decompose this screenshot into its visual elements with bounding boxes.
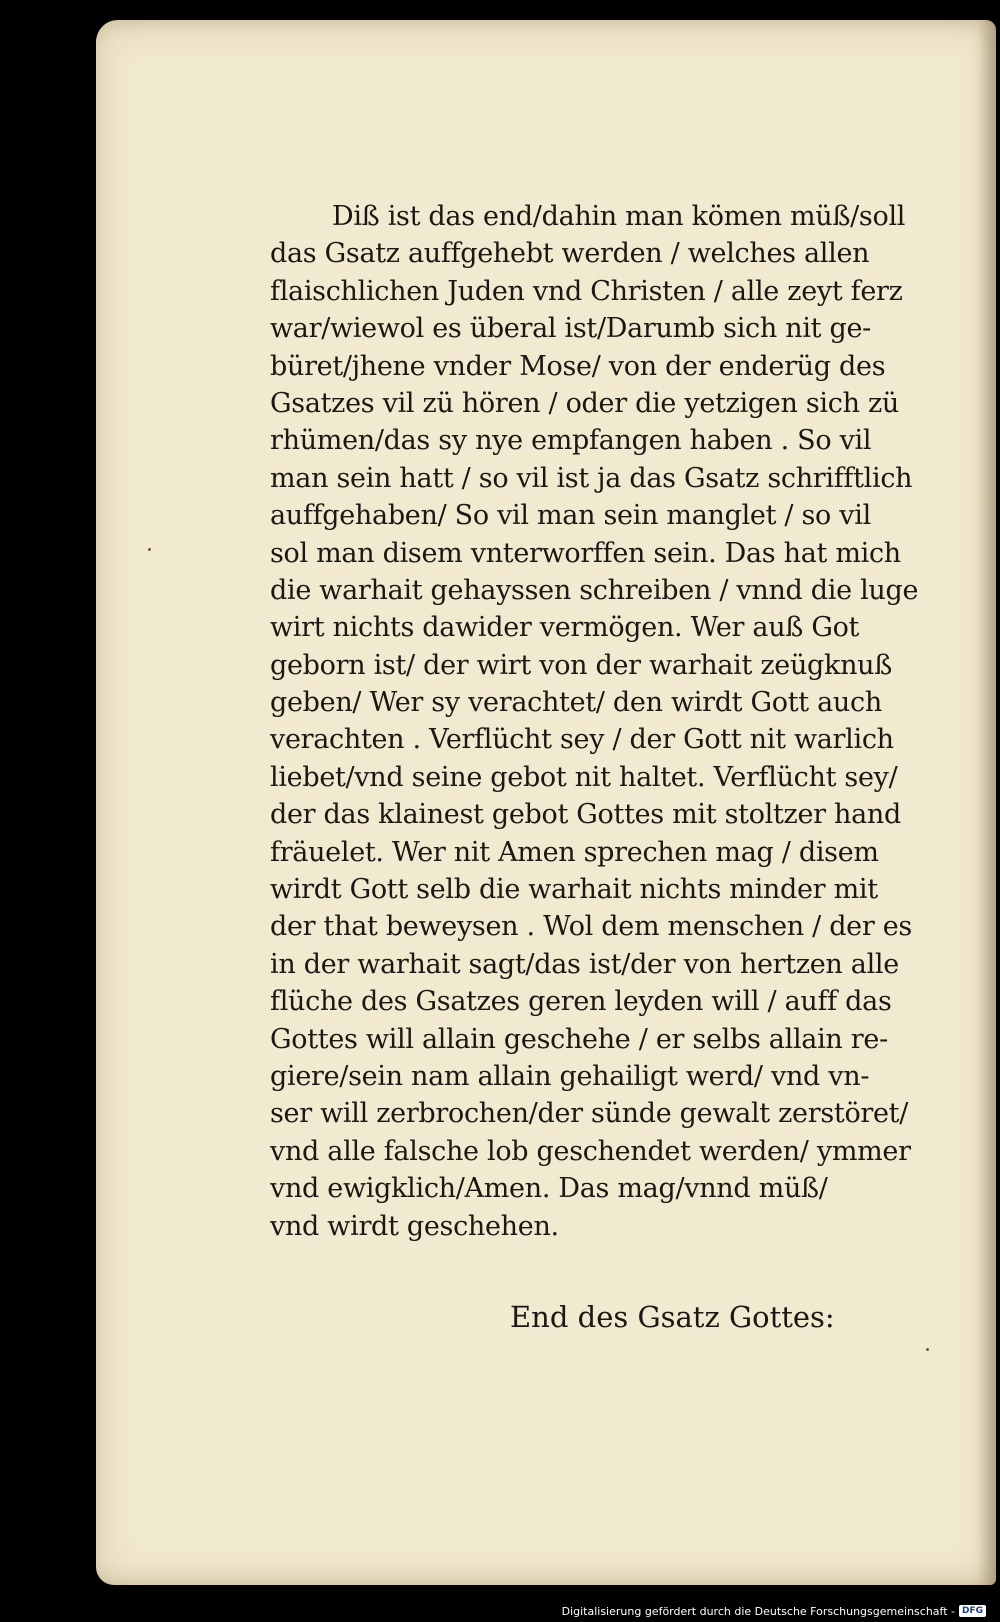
- text-line: das Gsatz auffgehebt werden / welches allen: [270, 238, 870, 270]
- text-line: auffgehaben/ So vil man sein manglet / so vil: [270, 500, 871, 532]
- text-line: büret/jhene vnder Mose/ von der enderüg des: [270, 350, 886, 382]
- dfg-logo-icon: DFG: [959, 1605, 986, 1617]
- text-line: ser will zerbrochen/der sünde gewalt zerstöret/: [270, 1098, 909, 1130]
- text-line: vnd wirdt geschehen.: [270, 1210, 559, 1242]
- text-line: liebet/vnd seine gebot nit haltet. Verflücht sey/: [270, 761, 898, 793]
- body-text: [270, 198, 976, 1245]
- text-line: wirt nichts dawider vermögen. Wer auß Got: [270, 612, 860, 644]
- text-line: Gsatzes vil zü hören / oder die yetzigen sich zü: [270, 387, 899, 419]
- text-line: war/wiewol es überal ist/Darumb sich nit ge-: [270, 313, 871, 345]
- text-line: die warhait gehayssen schreiben / vnnd die luge: [270, 574, 919, 606]
- text-line: rhümen/das sy nye empfangen haben . So vil: [270, 425, 872, 457]
- text-line: flüche des Gsatzes geren leyden will / auff das: [270, 986, 892, 1018]
- text-line: fräuelet. Wer nit Amen sprechen mag / disem: [270, 836, 879, 868]
- text-line: geben/ Wer sy verachtet/ den wirdt Gott auch: [270, 687, 882, 719]
- closing-line: End des Gsatz Gottes:: [510, 1300, 835, 1334]
- ink-speck: [148, 548, 151, 551]
- text-line: sol man disem vnterworffen sein. Das hat mich: [270, 537, 901, 569]
- text-line: der that beweysen . Wol dem menschen / der es: [270, 911, 912, 943]
- credit-text: Digitalisierung gefördert durch die Deutsche Forschungsgemeinschaft -: [561, 1604, 955, 1618]
- text-line: geborn ist/ der wirt von der warhait zeügknuß: [270, 649, 892, 681]
- text-line: wirdt Gott selb die warhait nichts minder mit: [270, 874, 878, 906]
- text-line: Diß ist das end/dahin man kömen müß/soll: [332, 201, 906, 232]
- text-line: verachten . Verflücht sey / der Gott nit warlich: [270, 724, 894, 756]
- text-line: man sein hatt / so vil ist ja das Gsatz schrifftlich: [270, 462, 913, 494]
- text-line: in der warhait sagt/das ist/der von hertzen alle: [270, 948, 899, 980]
- text-line: giere/sein nam allain gehailigt werd/ vnd vn-: [270, 1060, 870, 1092]
- text-line: vnd ewigklich/Amen. Das mag/vnnd müß/: [270, 1173, 828, 1205]
- digitization-credit: [562, 1602, 986, 1620]
- text-line: der das klainest gebot Gottes mit stoltzer hand: [270, 799, 902, 831]
- ink-speck: [926, 1348, 929, 1351]
- page-edge-shadow: [978, 20, 996, 1585]
- text-line: Gottes will allain geschehe / er selbs allain re-: [270, 1023, 888, 1055]
- text-line: flaischlichen Juden vnd Christen / alle zeyt ferz: [270, 275, 903, 307]
- text-line: vnd alle falsche lob geschendet werden/ ymmer: [270, 1135, 911, 1167]
